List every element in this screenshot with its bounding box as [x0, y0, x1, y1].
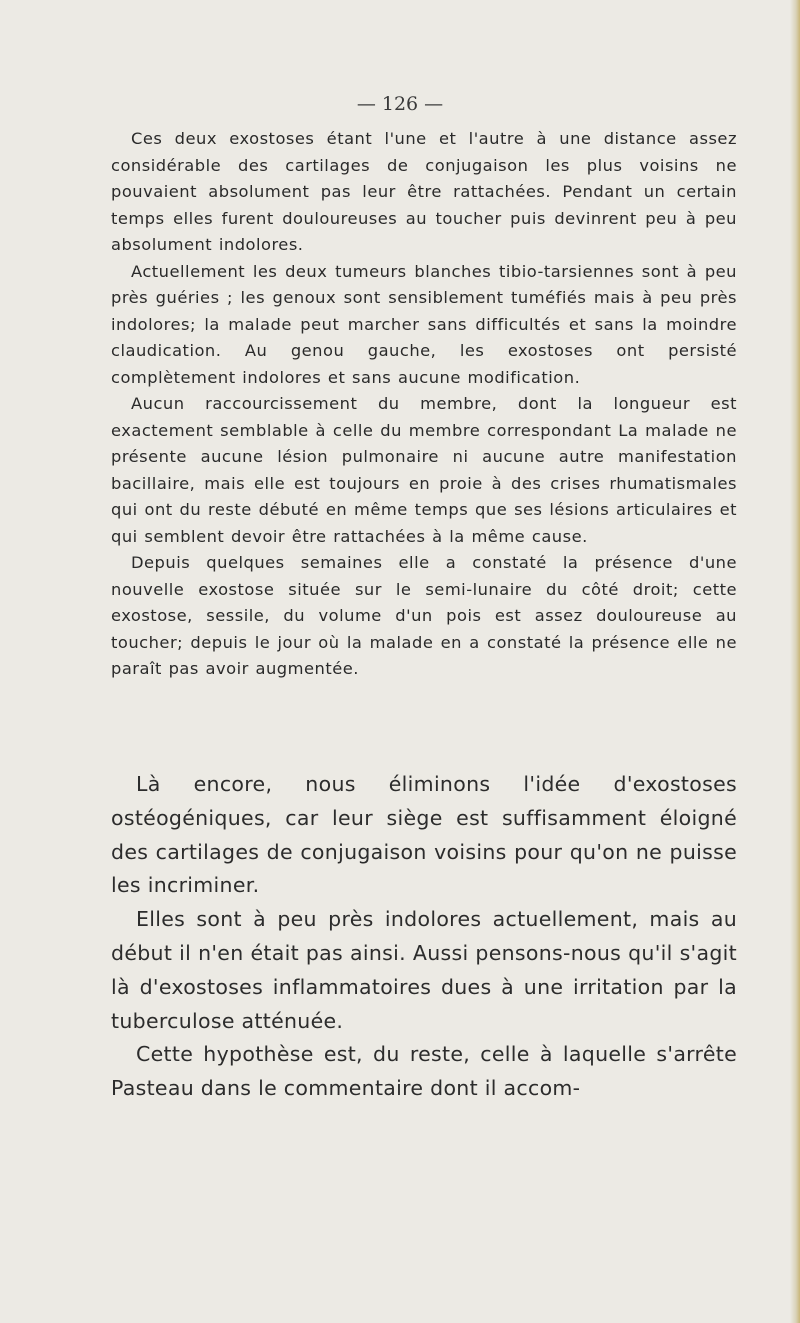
- commentary-text: [111, 768, 737, 1106]
- paragraph: Là encore, nous éliminons l'idée d'exostoses ostéogéniques, car leur siège est suffisamment éloigné des cartilages de conjugaison voisins pour qu'on ne puisse les incriminer.: [111, 772, 737, 898]
- paragraph: Cette hypothèse est, du reste, celle à laquelle s'arrête Pasteau dans le commentaire dont il accom-: [111, 1042, 737, 1101]
- paragraph: Aucun raccourcissement du membre, dont la longueur est exactement semblable à celle du membre correspondant La malade ne présente aucune lésion pulmonaire ni aucune autre manifestation bacillaire, mais elle est toujours en proie à des crises rhumatismales qui ont du reste débuté en même temps que ses lésions articulaires et qui semblent devoir être rattachées à la même cause.: [111, 394, 737, 546]
- paragraph: Actuellement les deux tumeurs blanches tibio-tarsiennes sont à peu près guéries ; les genoux sont sensiblement tuméfiés mais à peu près indolores; la malade peut marcher sans difficultés et sans la moindre claudication. Au genou gauche, les exostoses ont persisté complètement indolores et sans aucune modification.: [111, 261, 737, 387]
- case-observation-text: [111, 126, 737, 683]
- page-edge: [790, 0, 800, 1323]
- paragraph: Depuis quelques semaines elle a constaté la présence d'une nouvelle exostose située sur le semi-lunaire du côté droit; cette exostose, sessile, du volume d'un pois est assez douloureuse au toucher; depuis le jour où la malade en a constaté la présence elle ne paraît pas avoir augmentée.: [111, 553, 737, 678]
- page-number: — 126 —: [356, 93, 444, 115]
- paragraph: Elles sont à peu près indolores actuellement, mais au début il n'en était pas ainsi. Aussi pensons-nous qu'il s'agit là d'exostoses inflammatoires dues à une irritation par la tuberculose atténuée.: [111, 907, 737, 1033]
- paragraph: Ces deux exostoses étant l'une et l'autre à une distance assez considérable des cartilages de conjugaison les plus voisins ne pouvaient absolument pas leur être rattachées. Pendant un certain temps elles furent douloureuses au toucher puis devinrent peu à peu absolument indolores.: [111, 129, 737, 254]
